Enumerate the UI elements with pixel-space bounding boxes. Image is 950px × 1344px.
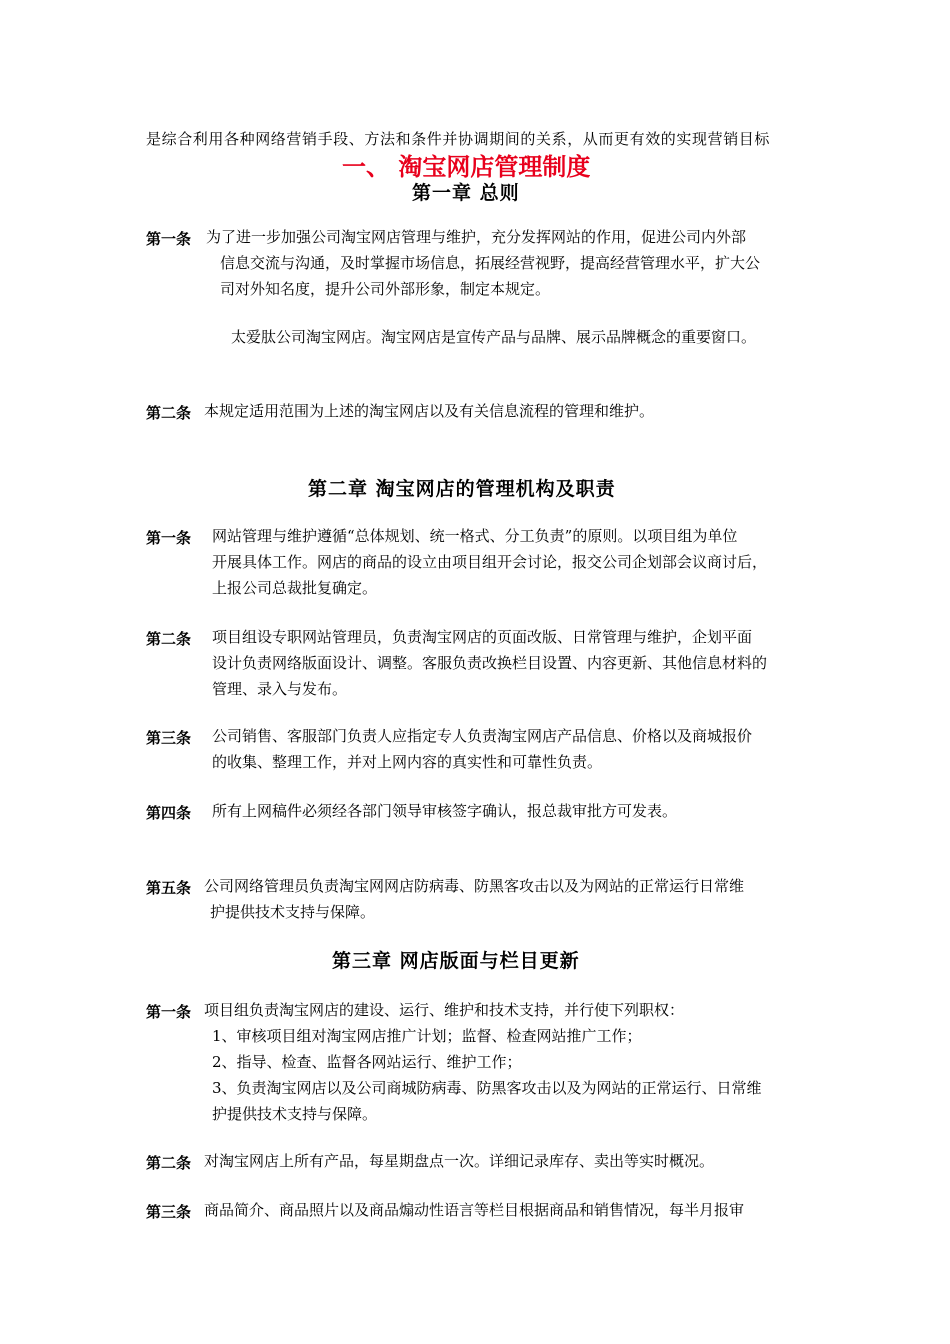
ch2-article5-line2: 护提供技术支持与保障。	[210, 903, 376, 921]
ch2-article1-line1: 网站管理与维护遵循“总体规划、统一格式、分工负责”的原则。以项目组为单位	[212, 527, 738, 545]
ch3-article1-item2: 2、指导、检查、监督各网站运行、维护工作；	[212, 1053, 522, 1071]
ch1-article2-line1: 本规定适用范围为上述的淘宝网店以及有关信息流程的管理和维护。	[204, 402, 655, 420]
ch2-article2-line1: 项目组设专职网站管理员，负责淘宝网店的页面改版、日常管理与维护，企划平面	[212, 628, 753, 646]
ch3-article2-label: 第二条	[146, 1154, 192, 1172]
ch3-article3-label: 第三条	[146, 1203, 192, 1221]
intro-line: 是综合利用各种网络营销手段、方法和条件并协调期间的关系，从而更有效的实现营销目标	[146, 130, 771, 148]
ch2-article1-line2: 开展具体工作。网店的商品的设立由项目组开会讨论，报交公司企划部会议商讨后，	[212, 553, 768, 571]
ch2-article4-line1: 所有上网稿件必须经各部门领导审核签字确认，报总裁审批方可发表。	[212, 802, 678, 820]
ch1-article1-line3: 司对外知名度，提升公司外部形象，制定本规定。	[220, 280, 551, 298]
ch2-article5-line1: 公司网络管理员负责淘宝网网店防病毒、防黑客攻击以及为网站的正常运行日常维	[204, 877, 745, 895]
chapter1-title: 第一章 总则	[412, 182, 520, 204]
ch1-article2-label: 第二条	[146, 404, 192, 422]
ch3-article2-line1: 对淘宝网店上所有产品，每星期盘点一次。详细记录库存、卖出等实时概况。	[204, 1152, 715, 1170]
ch2-article3-line1: 公司销售、客服部门负责人应指定专人负责淘宝网店产品信息、价格以及商城报价	[212, 727, 753, 745]
ch3-article1-label: 第一条	[146, 1003, 192, 1021]
ch3-article1-line1: 项目组负责淘宝网店的建设、运行、维护和技术支持，并行使下列职权：	[204, 1001, 685, 1019]
ch1-article1-label: 第一条	[146, 230, 192, 248]
ch2-article2-label: 第二条	[146, 630, 192, 648]
ch2-article2-line3: 管理、录入与发布。	[212, 680, 348, 698]
ch2-article1-line3: 上报公司总裁批复确定。	[212, 579, 378, 597]
ch1-note: 太爱肽公司淘宝网店。淘宝网店是宣传产品与品牌、展示品牌概念的重要窗口。	[231, 328, 757, 346]
ch1-article1-line1: 为了进一步加强公司淘宝网店管理与维护，充分发挥网站的作用，促进公司内外部	[206, 228, 747, 246]
section-title: 一、 淘宝网店管理制度	[342, 153, 591, 181]
ch3-article3-line1: 商品简介、商品照片以及商品煽动性语言等栏目根据商品和销售情况，每半月报审	[204, 1201, 745, 1219]
ch2-article5-label: 第五条	[146, 879, 192, 897]
ch2-article4-label: 第四条	[146, 804, 192, 822]
ch2-article1-label: 第一条	[146, 529, 192, 547]
ch2-article3-label: 第三条	[146, 729, 192, 747]
ch3-article1-item3: 3、负责淘宝网店以及公司商城防病毒、防黑客攻击以及为网站的正常运行、日常维	[212, 1079, 762, 1097]
ch3-article1-item3-cont: 护提供技术支持与保障。	[212, 1105, 378, 1123]
ch1-article1-line2: 信息交流与沟通，及时掌握市场信息，拓展经营视野，提高经营管理水平，扩大公	[220, 254, 761, 272]
chapter3-title: 第三章 网店版面与栏目更新	[332, 950, 580, 972]
chapter2-title: 第二章 淘宝网店的管理机构及职责	[308, 478, 616, 500]
ch3-article1-item1: 1、审核项目组对淘宝网店推广计划；监督、检查网站推广工作；	[212, 1027, 642, 1045]
ch2-article3-line2: 的收集、整理工作，并对上网内容的真实性和可靠性负责。	[212, 753, 603, 771]
ch2-article2-line2: 设计负责网络版面设计、调整。客服负责改换栏目设置、内容更新、其他信息材料的	[212, 654, 768, 672]
